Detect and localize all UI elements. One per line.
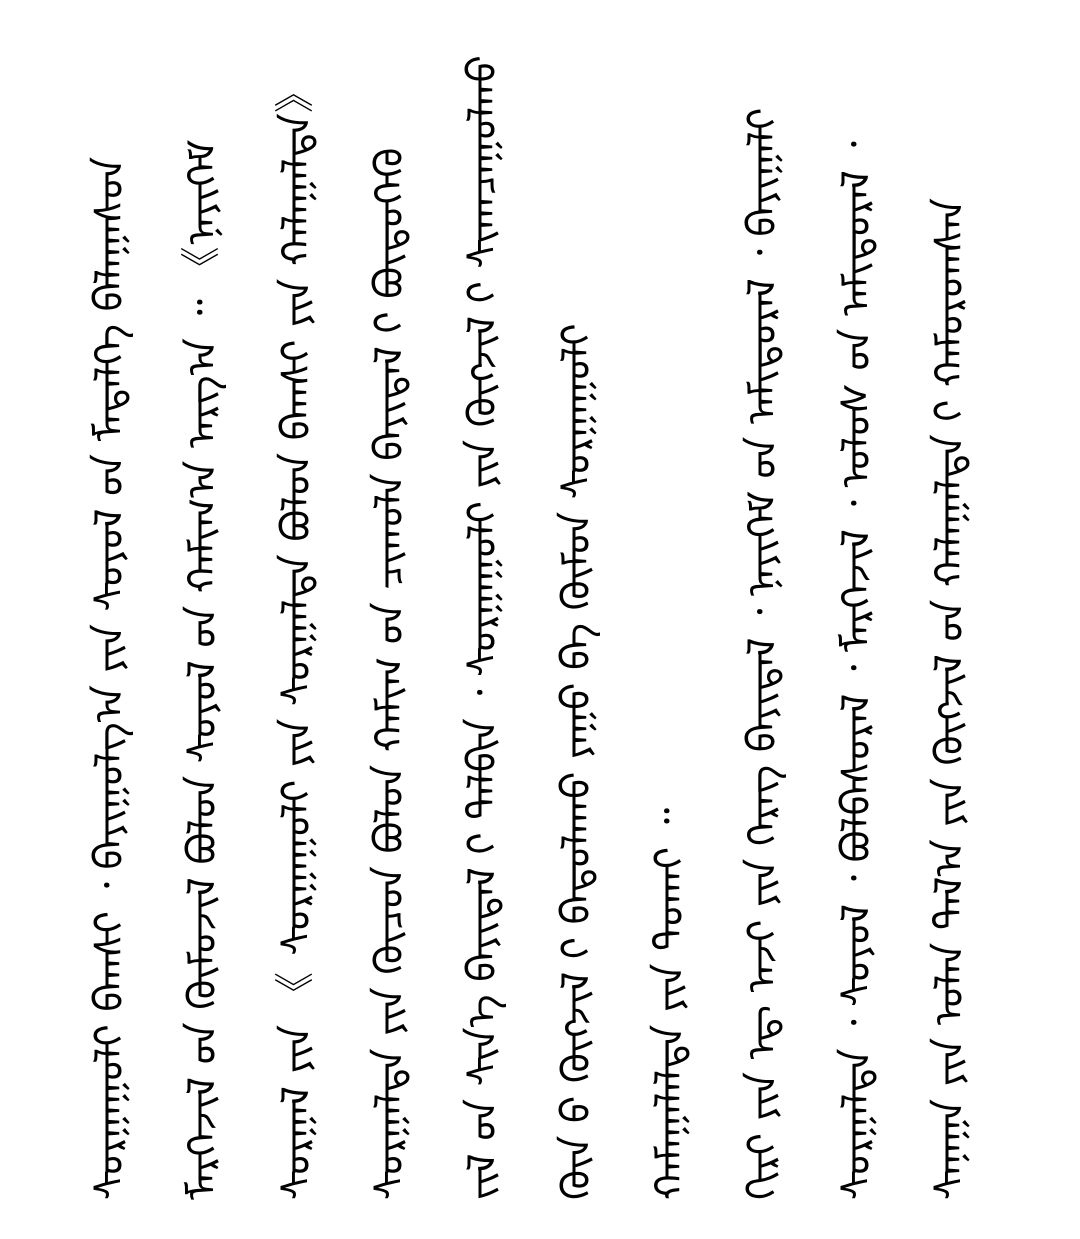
text-column-3: ᠬᠢᠷᠢ ᠶᠢᠨ ᠡᠳ᠋ ᠠᠵᠢ ᠶᠢᠨ ᠬᠡᠷᠡᠭ ᠪᠠᠶᠢᠳᠠᠯ ᠂ ᠨᠡᠶᠢᠭᠡᠮ ᠦ᠋ᠨ ᠠᠮᠢᠳᠤᠷᠠᠯ ᠂ ᠪᠠᠶᠢᠭᠠᠯᠢ bbox=[740, 107, 787, 1200]
text-column-2: ᠰᠤᠷᠭᠠᠯᠲᠠ ᠂ ᠰᠣᠶᠣᠯ ᠂ ᠪᠣᠯᠪᠠᠰᠤᠷᠠᠯ ᠂ ᠮᠡᠷᠭᠡᠵᠢᠯ ᠂ ᠤᠯᠤᠰ ᠤ᠋ᠨ ᠠᠮᠢᠳᠤᠷᠠᠯ ᠂ bbox=[833, 141, 880, 1200]
text-column-4: ᠬᠠᠮᠠᠭᠠᠯᠠᠯᠲᠠ ᠶᠢᠨ ᠲᠤᠬᠠᠢ ᠃ bbox=[646, 807, 693, 1200]
text-column-9: ᠮᠡᠷᠭᠡᠵᠢᠯ ᠦ᠋ᠨ ᠬᠦᠮᠦᠵᠢᠯ ᠪᠣᠯᠤᠨ ᠰᠣᠶᠣᠯ ᠤ᠋ᠨ ᠬᠠᠮᠢᠭ᠎ᠠ ᠠᠷᠭ᠎ᠠ ᠃ 《ᠨᠡᠶᠢᠭᠡᠮ bbox=[180, 139, 227, 1200]
text-column-10: ᠰᠤᠷᠭᠠᠭᠤᠯᠢ ᠪᠠᠭᠰᠢ ᠂ ᠪᠠᠶᠢᠭᠤᠯᠭ᠎ᠠ ᠶᠢᠨ ᠰᠣᠶᠣᠯ ᠤ᠋ᠨ ᠮᠡᠳᠡᠯᠭᠡ ᠪᠠᠯᠠᠭᠠᠰᠤᠨ bbox=[87, 156, 133, 1200]
text-columns bbox=[87, 40, 973, 1200]
text-column-6: ᠵᠢᠯ ᠤ᠋ᠨ ᠰᠢᠨ᠎ᠡ ᠪᠠᠶᠢᠳᠠᠯ ᠢ᠋ ᠲᠠᠯᠪᠢᠨ ᠂ ᠰᠤᠷᠭᠠᠭᠤᠯᠢ ᠶᠢᠨ ᠬᠥᠭᠵᠢᠯ ᠢ᠋ ᠰᠢᠬᠠᠴᠠᠭᠤᠯᠬᠤ bbox=[460, 55, 507, 1200]
text-column-1: ᠰᠠᠨᠠᠭᠠ ᠶᠢᠨ ᠣᠯᠠᠨ ᠲᠠᠯ᠎ᠠ ᠶᠢᠨ ᠬᠥᠭᠵᠢᠯ ᠤ᠋ᠨ ᠬᠠᠯᠠᠭᠠᠯᠲᠠ ᠢ᠋ ᠬᠠᠮᠤᠷᠤᠭᠰᠠᠨ bbox=[926, 198, 973, 1200]
text-column-7: ᠰᠤᠷᠭᠠᠯᠲᠠ ᠶᠢᠨ ᠬᠦᠴᠦᠨ ᠪᠣᠯᠤᠨ ᠬᠠᠮᠢᠭ ᠤ᠋ᠨ ᠴᠢᠬᠤᠯᠠ ᠪᠠᠶᠢᠳᠠᠯ ᠢ᠋ ᠪᠦᠲᠦᠭᠡᠬᠦ bbox=[366, 147, 413, 1200]
text-column-5: ᠬᠥᠨ ᠤ᠋ ᠬᠥᠭᠵᠢᠯ ᠢ᠋ ᠪᠠᠲᠤᠯᠠᠬᠤ ᠶᠠᠭᠤ ᠪᠡ ᠬᠦᠮᠦᠨ ᠰᠤᠷᠭᠠᠭᠤᠯᠢ bbox=[553, 323, 600, 1200]
text-column-8: ᠰᠤᠷᠭᠠᠯ ᠶᠢᠨ 《 ᠰᠤᠷᠭᠠᠭᠤᠯᠢ ᠶᠢᠨ ᠰᠤᠷᠭᠠᠯᠲᠠ ᠪᠣᠯᠤᠨ ᠪᠠᠭᠰᠢ ᠶᠢᠨ ᠬᠠᠯᠠᠭᠠᠯᠲᠠ》 bbox=[273, 71, 320, 1200]
